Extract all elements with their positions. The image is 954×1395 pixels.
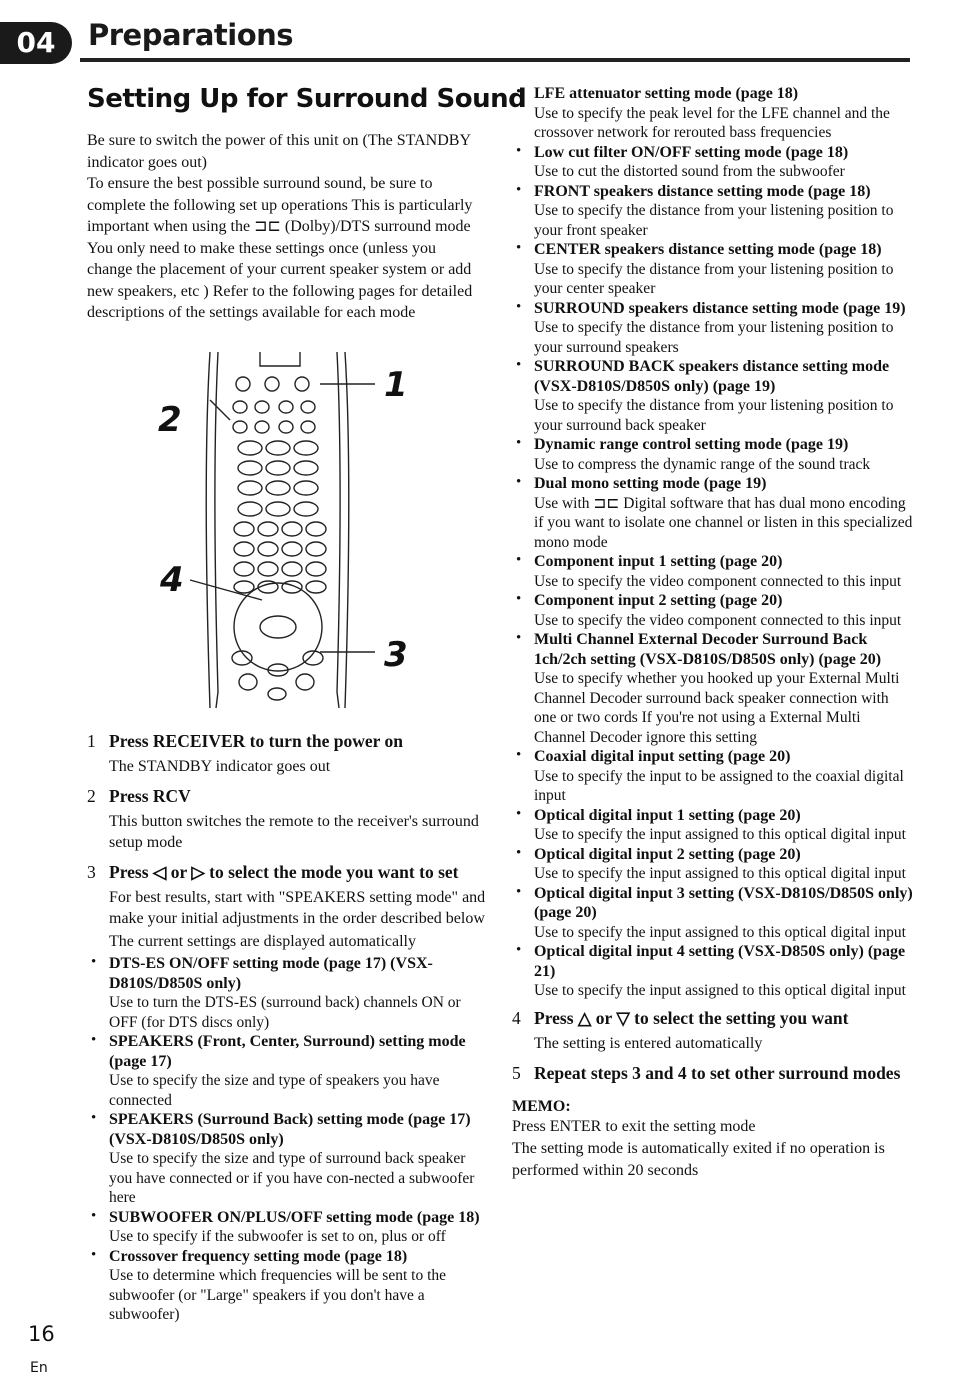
mode-title: • Component input 2 setting (page 20) <box>534 592 783 609</box>
mode-item <box>512 747 914 806</box>
mode-description: Use to compress the dynamic range of the sound track <box>534 455 871 473</box>
step-4-body: The setting is entered automatically <box>534 1034 763 1052</box>
mode-list-left <box>87 954 487 1325</box>
mode-title: • Crossover frequency setting mode (page 18) <box>109 1247 408 1265</box>
mode-description: Use to specify if the subwoofer is set to on, plus or off <box>109 1228 446 1245</box>
mode-item <box>512 845 914 884</box>
mode-description: Use to specify the peak level for the LFE channel and the crossover network for rerouted bass frequencies <box>534 104 890 141</box>
mode-title: • Dynamic range control setting mode (page 19) <box>534 436 849 453</box>
mode-item <box>512 435 914 474</box>
mode-item <box>512 806 914 845</box>
mode-description: Use to specify the size and type of speakers you have connected <box>109 1072 440 1109</box>
step-3-text-2: The current settings are displayed automatically <box>109 933 416 950</box>
mode-title: • SPEAKERS (Front, Center, Surround) setting mode (page 17) <box>109 1033 466 1070</box>
mode-title: • SURROUND BACK speakers distance setting mode (VSX-D810S/D850S only) (page 19) <box>534 358 890 395</box>
mode-title: • Multi Channel External Decoder Surround Back 1ch/2ch setting (VSX-D810S/D850S only) (page 20) <box>534 631 882 668</box>
header-rule <box>80 58 910 62</box>
mode-item <box>87 1208 487 1247</box>
callout-3: 3 <box>384 635 408 675</box>
mode-description: Use to specify the size and type of surround back speaker you have connected or if you have con-nected a subwoofer here <box>109 1150 475 1206</box>
callout-1: 1 <box>384 365 408 405</box>
mode-title: • Component input 1 setting (page 20) <box>534 553 783 570</box>
mode-description: Use with ⊐⊏ Digital software that has dual mono encoding if you want to isolate one channel or listen in this specialized mono mode <box>534 494 913 551</box>
mode-title: • Optical digital input 4 setting (VSX-D850S only) (page 21) <box>534 943 906 980</box>
step-3-text-1: For best results, start with "SPEAKERS setting mode" and make your initial adjustments in the order described below <box>109 889 486 927</box>
step-3: 3 Press ◁ or ▷ to select the mode you want to set <box>87 862 459 882</box>
step-1: 1 Press RECEIVER to turn the power on <box>87 731 403 751</box>
mode-title: • DTS-ES ON/OFF setting mode (page 17) (VSX-D810S/D850S only) <box>109 955 433 992</box>
mode-item <box>512 143 914 182</box>
mode-title: • Dual mono setting mode (page 19) <box>534 475 767 492</box>
mode-item <box>87 1247 487 1325</box>
mode-description: Use to specify the input assigned to this optical digital input <box>534 865 906 882</box>
mode-description: Use to specify the video component connected to this input <box>534 572 902 590</box>
mode-item <box>512 357 914 435</box>
mode-item <box>512 182 914 241</box>
mode-item <box>512 884 914 943</box>
mode-list-right <box>512 84 914 1001</box>
mode-title: • FRONT speakers distance setting mode (page 18) <box>534 182 871 200</box>
mode-description: Use to turn the DTS-ES (surround back) channels ON or OFF (for DTS discs only) <box>109 994 461 1031</box>
mode-item <box>512 474 914 552</box>
mode-description: Use to specify the distance from your listening position to your front speaker <box>534 202 894 239</box>
mode-description: Use to specify the video component connected to this input <box>534 611 902 629</box>
mode-description: Use to specify whether you hooked up your External Multi Channel Decoder surround back speaker connection with one or two cords If you're not using a External Multi Channel Decoder ignore this setting <box>534 670 900 746</box>
mode-description: Use to specify the input assigned to this optical digital input <box>534 826 906 843</box>
mode-item <box>512 240 914 299</box>
mode-description: Use to specify the input to be assigned to the coaxial digital input <box>534 767 904 804</box>
mode-title: • CENTER speakers distance setting mode (page 18) <box>534 241 882 258</box>
callout-4: 4 <box>160 560 184 600</box>
step-2: 2 Press RCV <box>87 786 191 806</box>
step-4: 4 Press △ or ▽ to select the setting you want <box>512 1007 849 1028</box>
mode-item <box>512 299 914 358</box>
step-3-body <box>109 887 487 952</box>
mode-item <box>512 84 914 143</box>
page-title: Setting Up for Surround Sound <box>87 84 527 114</box>
mode-title: • LFE attenuator setting mode (page 18) <box>534 85 799 102</box>
memo-line-2: The setting mode is automatically exited if no operation is performed within 20 seconds <box>512 1139 885 1179</box>
callout-2: 2 <box>158 400 182 440</box>
mode-item <box>512 630 914 747</box>
mode-item <box>87 1110 487 1208</box>
mode-title: • SPEAKERS (Surround Back) setting mode (page 17) (VSX-D810S/D850S only) <box>109 1111 471 1148</box>
language-code: En <box>30 1360 48 1376</box>
mode-item <box>87 954 487 1032</box>
right-column <box>512 84 914 1182</box>
mode-description: Use to specify the input assigned to this optical digital input <box>534 923 906 941</box>
mode-item <box>512 942 914 1001</box>
page-number: 16 <box>28 1322 55 1346</box>
mode-item <box>87 1032 487 1110</box>
mode-description: Use to specify the input assigned to this optical digital input <box>534 982 906 999</box>
mode-item <box>512 552 914 591</box>
mode-title: • Optical digital input 3 setting (VSX-D810S/D850S only) (page 20) <box>534 884 913 921</box>
memo-heading: MEMO: <box>512 1097 571 1115</box>
mode-item <box>512 591 914 630</box>
memo-line-1: Press ENTER to exit the setting mode <box>512 1117 756 1135</box>
mode-title: • Optical digital input 1 setting (page 20) <box>534 806 801 824</box>
mode-title: • Low cut filter ON/OFF setting mode (page 18) <box>534 143 849 161</box>
mode-title: • SURROUND speakers distance setting mode (page 19) <box>534 299 906 317</box>
intro-paragraph-1: Be sure to switch the power of this unit on (The STANDBY indicator goes out) <box>87 132 471 171</box>
step-2-body: This button switches the remote to the receiver's surround setup mode <box>109 813 479 851</box>
step-1-body: The STANDBY indicator goes out <box>109 758 331 775</box>
left-column <box>87 730 487 1325</box>
mode-description: Use to cut the distorted sound from the subwoofer <box>534 163 845 180</box>
intro-text <box>87 130 485 324</box>
mode-description: Use to specify the distance from your listening position to your surround speakers <box>534 319 894 356</box>
mode-description: Use to specify the distance from your listening position to your surround back speaker <box>534 397 894 434</box>
mode-title: • Coaxial digital input setting (page 20) <box>534 748 791 765</box>
intro-paragraph-2: To ensure the best possible surround sound, be sure to complete the following set up operations This is particularly important when using the ⊐⊏ (Dolby)/DTS surround mode You only need to make these settings once (unless you change the placement of your current speaker system or add new speakers, etc ) Refer to the following pages for detailed descriptions of the settings available for each mode <box>87 175 473 321</box>
step-5: 5 Repeat steps 3 and 4 to set other surround modes <box>512 1062 901 1083</box>
chapter-badge: 04 <box>0 22 72 64</box>
mode-description: Use to specify the distance from your listening position to your center speaker <box>534 260 894 297</box>
mode-description: Use to determine which frequencies will be sent to the subwoofer (or "Large" speakers if you don't have a subwoofer) <box>109 1267 447 1323</box>
mode-title: • Optical digital input 2 setting (page 20) <box>534 845 801 863</box>
mode-title: • SUBWOOFER ON/PLUS/OFF setting mode (page 18) <box>109 1208 480 1226</box>
chapter-title: Preparations <box>88 18 294 52</box>
